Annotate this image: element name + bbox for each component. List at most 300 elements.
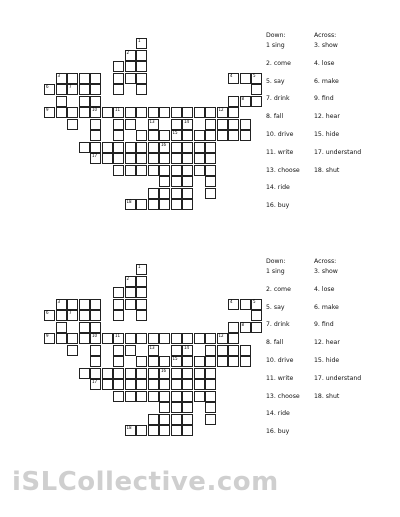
grid-cell	[113, 379, 124, 390]
clue-number: 8	[241, 321, 245, 327]
grid-cell	[125, 119, 136, 130]
grid-cell	[67, 84, 78, 95]
down-clue: 11. write	[266, 148, 294, 156]
clue-number: 14	[184, 118, 190, 124]
grid-cell	[240, 299, 251, 310]
grid-cell	[125, 50, 136, 61]
across-clue: 17. understand	[314, 374, 362, 382]
grid-cell	[159, 188, 170, 199]
crossword-puzzle-1	[0, 32, 400, 268]
down-clue: 7. drink	[266, 95, 290, 103]
grid-cell	[90, 130, 101, 141]
grid-cell	[44, 310, 55, 321]
grid-cell	[205, 165, 216, 176]
grid-cell	[136, 425, 147, 436]
crossword-grid	[0, 38, 256, 268]
grid-cell	[90, 356, 101, 367]
grid-cell	[90, 142, 101, 153]
clue-number: 9	[46, 333, 49, 338]
clue-number: 7	[69, 84, 72, 89]
across-clue: 15. hide	[314, 130, 340, 138]
grid-cell	[171, 153, 182, 164]
grid-cell	[251, 96, 262, 107]
grid-cell	[159, 176, 170, 187]
grid-cell	[159, 333, 170, 344]
clue-number: 6	[46, 84, 49, 89]
grid-cell	[125, 425, 136, 436]
down-clue: 5. say	[266, 303, 285, 311]
grid-cell	[240, 96, 251, 107]
grid-cell	[159, 107, 170, 118]
grid-cell	[125, 107, 136, 118]
grid-cell	[56, 96, 67, 107]
grid-cell	[102, 142, 113, 153]
down-heading: Down:	[266, 258, 286, 265]
grid-cell	[194, 391, 205, 402]
grid-cell	[90, 379, 101, 390]
clue-number: 13	[149, 118, 155, 124]
grid-cell	[102, 379, 113, 390]
grid-cell	[159, 153, 170, 164]
clue-number: 6	[46, 310, 49, 315]
down-clue: 13. choose	[266, 392, 300, 400]
across-clues	[314, 32, 361, 184]
grid-cell	[171, 356, 182, 367]
grid-cell	[228, 333, 239, 344]
across-clue: 4. lose	[314, 285, 335, 293]
across-clue: 17. understand	[314, 148, 362, 156]
grid-cell	[205, 368, 216, 379]
grid-cell	[79, 73, 90, 84]
grid-cell	[205, 333, 216, 344]
grid-cell	[102, 333, 113, 344]
grid-cell	[148, 142, 159, 153]
grid-cell	[90, 96, 101, 107]
grid-cell	[136, 264, 147, 275]
grid-cell	[205, 345, 216, 356]
grid-cell	[171, 333, 182, 344]
grid-cell	[171, 345, 182, 356]
grid-cell	[159, 165, 170, 176]
clue-number: 14	[184, 344, 190, 350]
grid-cell	[205, 107, 216, 118]
clue-number: 7	[69, 310, 72, 315]
grid-cell	[205, 153, 216, 164]
down-clue: 5. say	[266, 77, 285, 85]
down-clue: 1 sing	[266, 42, 285, 49]
clue-number: 4	[230, 298, 233, 304]
grid-cell	[90, 333, 101, 344]
grid-cell	[182, 345, 193, 356]
across-clue: 15. hide	[314, 356, 340, 364]
clue-number: 1	[138, 38, 141, 43]
clue-number: 3	[57, 298, 61, 304]
across-clue: 3. show	[314, 42, 338, 49]
grid-cell	[113, 165, 124, 176]
grid-cell	[217, 130, 228, 141]
grid-cell	[240, 356, 251, 367]
grid-cell	[182, 333, 193, 344]
grid-cell	[251, 322, 262, 333]
down-clue: 10. drive	[266, 356, 294, 364]
grid-cell	[90, 310, 101, 321]
grid-cell	[228, 130, 239, 141]
clue-number: 12	[218, 107, 224, 112]
grid-cell	[228, 356, 239, 367]
grid-cell	[125, 299, 136, 310]
grid-cell	[136, 391, 147, 402]
clue-number: 13	[149, 344, 155, 350]
across-heading: Across:	[314, 32, 337, 39]
grid-cell	[182, 107, 193, 118]
grid-cell	[125, 287, 136, 298]
grid-cell	[171, 107, 182, 118]
grid-cell	[113, 84, 124, 95]
grid-cell	[148, 368, 159, 379]
grid-cell	[171, 414, 182, 425]
grid-cell	[148, 119, 159, 130]
grid-cell	[148, 356, 159, 367]
grid-cell	[90, 153, 101, 164]
grid-cell	[79, 368, 90, 379]
grid-cell	[251, 73, 262, 84]
grid-cell	[205, 391, 216, 402]
grid-cell	[159, 414, 170, 425]
grid-cell	[171, 199, 182, 210]
grid-cell	[182, 391, 193, 402]
grid-cell	[136, 299, 147, 310]
grid-cell	[56, 73, 67, 84]
grid-cell	[228, 345, 239, 356]
grid-cell	[217, 356, 228, 367]
clue-number: 3	[57, 72, 61, 78]
grid-cell	[194, 356, 205, 367]
down-clue: 8. fall	[266, 113, 284, 121]
grid-cell	[90, 119, 101, 130]
grid-cell	[205, 119, 216, 130]
grid-cell	[136, 287, 147, 298]
grid-cell	[148, 199, 159, 210]
grid-cell	[205, 142, 216, 153]
grid-cell	[182, 368, 193, 379]
grid-cell	[228, 107, 239, 118]
grid-cell	[148, 379, 159, 390]
down-clue: 2. come	[266, 285, 291, 293]
across-clue: 12. hear	[314, 113, 340, 121]
across-heading: Across:	[314, 258, 337, 265]
grid-cell	[148, 107, 159, 118]
grid-cell	[240, 322, 251, 333]
grid-cell	[194, 333, 205, 344]
grid-cell	[205, 176, 216, 187]
grid-cell	[113, 333, 124, 344]
grid-cell	[182, 142, 193, 153]
grid-cell	[205, 188, 216, 199]
clue-number: 11	[115, 333, 121, 338]
grid-cell	[182, 119, 193, 130]
grid-cell	[136, 84, 147, 95]
down-clue: 10. drive	[266, 130, 294, 138]
clue-number: 16	[161, 141, 167, 147]
grid-cell	[136, 199, 147, 210]
grid-cell	[136, 61, 147, 72]
down-clue: 14. ride	[266, 184, 290, 192]
grid-cell	[182, 356, 193, 367]
grid-cell	[148, 153, 159, 164]
across-clue: 9. find	[314, 321, 334, 329]
clue-number: 2	[126, 275, 130, 281]
grid-cell	[79, 107, 90, 118]
clue-number: 5	[253, 298, 256, 304]
grid-cell	[90, 368, 101, 379]
grid-cell	[125, 199, 136, 210]
grid-cell	[136, 333, 147, 344]
grid-cell	[182, 130, 193, 141]
grid-cell	[125, 368, 136, 379]
grid-cell	[90, 107, 101, 118]
grid-cell	[182, 379, 193, 390]
grid-cell	[79, 310, 90, 321]
down-clues	[266, 258, 300, 446]
grid-cell	[136, 107, 147, 118]
grid-cell	[125, 333, 136, 344]
grid-cell	[228, 96, 239, 107]
grid-cell	[44, 107, 55, 118]
grid-cell	[79, 333, 90, 344]
grid-cell	[136, 276, 147, 287]
grid-cell	[148, 188, 159, 199]
grid-cell	[90, 322, 101, 333]
grid-cell	[125, 153, 136, 164]
clue-number: 15	[172, 130, 178, 135]
clue-number: 1	[138, 264, 141, 269]
grid-cell	[205, 356, 216, 367]
grid-cell	[182, 165, 193, 176]
grid-cell	[171, 368, 182, 379]
down-clue: 2. come	[266, 59, 291, 67]
grid-cell	[217, 107, 228, 118]
grid-cell	[56, 333, 67, 344]
clue-number: 17	[92, 153, 98, 158]
grid-cell	[44, 84, 55, 95]
grid-cell	[56, 84, 67, 95]
down-clue: 7. drink	[266, 321, 290, 329]
grid-cell	[194, 165, 205, 176]
grid-cell	[171, 165, 182, 176]
clue-number: 2	[126, 49, 130, 55]
grid-cell	[182, 402, 193, 413]
crossword-grid	[0, 264, 256, 494]
grid-cell	[159, 356, 170, 367]
grid-cell	[182, 153, 193, 164]
grid-cell	[171, 391, 182, 402]
grid-cell	[240, 119, 251, 130]
across-clue: 3. show	[314, 268, 338, 275]
down-clue: 14. ride	[266, 410, 290, 418]
grid-cell	[251, 299, 262, 310]
grid-cell	[56, 107, 67, 118]
grid-cell	[79, 84, 90, 95]
grid-cell	[228, 73, 239, 84]
down-clue: 16. buy	[266, 202, 290, 210]
grid-cell	[56, 310, 67, 321]
grid-cell	[102, 153, 113, 164]
across-clue: 12. hear	[314, 339, 340, 347]
grid-cell	[148, 414, 159, 425]
grid-cell	[113, 142, 124, 153]
grid-cell	[125, 391, 136, 402]
grid-cell	[67, 299, 78, 310]
grid-cell	[113, 153, 124, 164]
grid-cell	[136, 368, 147, 379]
grid-cell	[182, 199, 193, 210]
down-clue: 8. fall	[266, 339, 284, 347]
grid-cell	[136, 153, 147, 164]
grid-cell	[113, 130, 124, 141]
grid-cell	[67, 310, 78, 321]
across-clue: 6. make	[314, 77, 339, 85]
grid-cell	[194, 153, 205, 164]
grid-cell	[228, 322, 239, 333]
grid-cell	[171, 142, 182, 153]
grid-cell	[194, 107, 205, 118]
grid-cell	[217, 119, 228, 130]
grid-cell	[67, 345, 78, 356]
grid-cell	[113, 310, 124, 321]
grid-cell	[136, 73, 147, 84]
grid-cell	[79, 299, 90, 310]
grid-cell	[79, 142, 90, 153]
clue-number: 4	[230, 72, 233, 78]
grid-cell	[136, 142, 147, 153]
clue-number: 18	[126, 199, 132, 204]
clue-number: 16	[161, 367, 167, 373]
grid-cell	[240, 345, 251, 356]
across-clue: 9. find	[314, 95, 334, 103]
grid-cell	[113, 299, 124, 310]
grid-cell	[125, 73, 136, 84]
clue-number: 11	[115, 107, 121, 112]
grid-cell	[159, 142, 170, 153]
grid-cell	[136, 379, 147, 390]
grid-cell	[159, 199, 170, 210]
grid-cell	[79, 96, 90, 107]
grid-cell	[125, 276, 136, 287]
grid-cell	[136, 356, 147, 367]
grid-cell	[194, 130, 205, 141]
grid-cell	[113, 391, 124, 402]
grid-cell	[240, 130, 251, 141]
grid-cell	[182, 176, 193, 187]
grid-cell	[113, 345, 124, 356]
grid-cell	[205, 379, 216, 390]
grid-cell	[159, 425, 170, 436]
grid-cell	[205, 130, 216, 141]
grid-cell	[113, 61, 124, 72]
clue-number: 17	[92, 379, 98, 384]
grid-cell	[171, 130, 182, 141]
grid-cell	[148, 391, 159, 402]
grid-cell	[171, 188, 182, 199]
grid-cell	[113, 119, 124, 130]
grid-cell	[159, 402, 170, 413]
grid-cell	[159, 130, 170, 141]
clue-number: 8	[241, 95, 245, 101]
across-clue: 18. shut	[314, 166, 340, 174]
grid-cell	[102, 368, 113, 379]
grid-cell	[136, 50, 147, 61]
grid-cell	[67, 119, 78, 130]
grid-cell	[67, 73, 78, 84]
grid-cell	[125, 61, 136, 72]
grid-cell	[159, 391, 170, 402]
grid-cell	[136, 38, 147, 49]
across-clues	[314, 258, 361, 410]
grid-cell	[205, 402, 216, 413]
grid-cell	[90, 299, 101, 310]
across-clue: 4. lose	[314, 59, 335, 67]
clue-number: 9	[46, 107, 49, 112]
grid-cell	[148, 425, 159, 436]
grid-cell	[171, 379, 182, 390]
grid-cell	[56, 322, 67, 333]
grid-cell	[182, 414, 193, 425]
grid-cell	[240, 73, 251, 84]
grid-cell	[148, 165, 159, 176]
clue-number: 10	[92, 107, 98, 112]
grid-cell	[90, 345, 101, 356]
clue-number: 5	[253, 72, 256, 78]
grid-cell	[228, 119, 239, 130]
clue-number: 15	[172, 356, 178, 361]
grid-cell	[171, 119, 182, 130]
grid-cell	[113, 356, 124, 367]
clue-number: 10	[92, 333, 98, 338]
grid-cell	[194, 379, 205, 390]
grid-cell	[136, 310, 147, 321]
down-clue: 16. buy	[266, 428, 290, 436]
grid-cell	[159, 379, 170, 390]
grid-cell	[56, 299, 67, 310]
grid-cell	[113, 73, 124, 84]
down-clue: 13. choose	[266, 166, 300, 174]
crossword-puzzle-2	[0, 258, 400, 494]
grid-cell	[136, 165, 147, 176]
grid-cell	[125, 379, 136, 390]
grid-cell	[125, 165, 136, 176]
clue-number: 12	[218, 333, 224, 338]
grid-cell	[194, 368, 205, 379]
across-clue: 6. make	[314, 303, 339, 311]
grid-cell	[217, 333, 228, 344]
down-clue: 11. write	[266, 374, 294, 382]
grid-cell	[44, 333, 55, 344]
grid-cell	[217, 345, 228, 356]
watermark-logo: iSLCollective.com	[12, 467, 279, 497]
grid-cell	[182, 425, 193, 436]
clue-number: 18	[126, 425, 132, 430]
grid-cell	[90, 73, 101, 84]
down-clues	[266, 32, 300, 220]
down-clue: 1 sing	[266, 268, 285, 275]
grid-cell	[125, 142, 136, 153]
down-heading: Down:	[266, 32, 286, 39]
grid-cell	[171, 402, 182, 413]
grid-cell	[148, 333, 159, 344]
grid-cell	[251, 84, 262, 95]
across-clue: 18. shut	[314, 392, 340, 400]
grid-cell	[102, 107, 113, 118]
